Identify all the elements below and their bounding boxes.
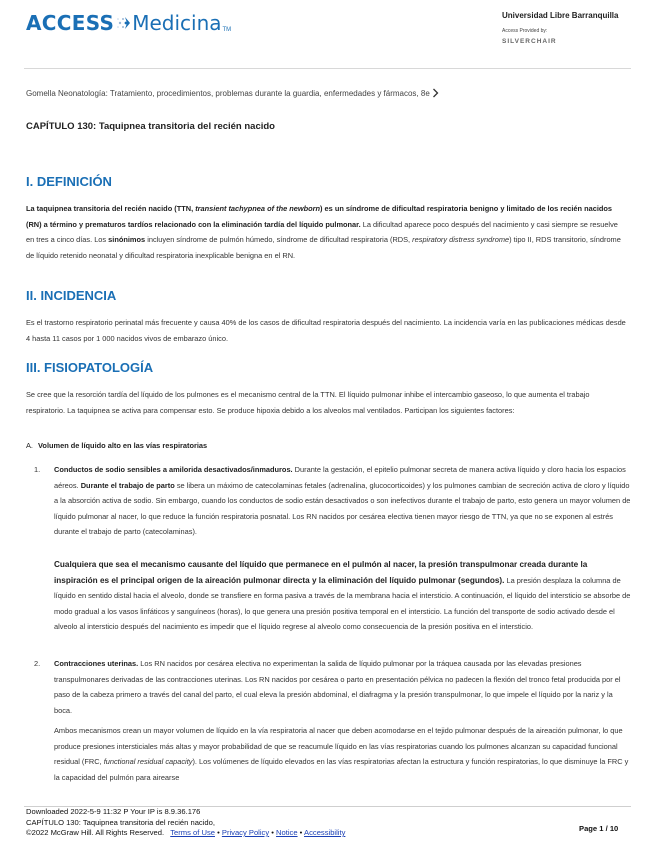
section-heading-fisiopatologia: III. FISIOPATOLOGÍA <box>26 360 154 375</box>
copyright-text: ©2022 McGraw Hill. All Rights Reserved. <box>26 828 165 837</box>
list-item-2: Contracciones uterinas. Los RN nacidos por cesárea electiva no experimentan la salida de líquido pulmonar por la tráquea causada por las elevadas presiones transpulmonares derivadas de las contracciones uterinas. Los RN nacidos por cesárea o parto en presentación pélvica no padecen la flexión del tronco fetal producida por el paso de la cabeza primero a través del canal del parto, el cual eleva la presión abdominal, el diafragma y la presión transpulmonar, lo que impele el líquido por la nariz y la boca. <box>54 659 621 715</box>
list-number-1: 1. <box>34 465 41 474</box>
list-item-1-continuation: Cualquiera que sea el mecanismo causante del líquido que permanece en el pulmón al nacer, la presión transpulmonar creada durante la inspiración es el principal origen de la aireación pulmonar directa y la eliminación del líquido pulmonar (segundos). La presión desplaza la columna de líquido en sentido distal hacia el alveolo, donde se transfiere en forma pasiva a través de la membrana hacia el intersticio. A continuación, el líquido del intersticio se absorbe de modo gradual a los vasos linfáticos y sanguíneos (horas), lo que genera una presión positiva temporal en el intersticio. La función del transporte de sodio activado desde el alveolo al intersticio después del nacimiento es impedir que el líquido regrese al alveolo como consecuencia de la presión positiva en el intersticio. <box>54 560 631 631</box>
footer-legal: ©2022 McGraw Hill. All Rights Reserved. Terms of Use • Privacy Policy • Notice • Accessibility <box>26 828 346 837</box>
subsection-a-label: A. <box>26 441 33 450</box>
list-number-2: 2. <box>34 659 41 668</box>
download-info: Downloaded 2022-5-9 11:32 P Your IP is 8.9.36.176 <box>26 807 201 816</box>
page-number: Page 1 / 10 <box>579 824 619 833</box>
terms-of-use-link[interactable]: Terms of Use <box>170 828 215 837</box>
subsection-a-title: Volumen de líquido alto en las vías respiratorias <box>38 441 208 450</box>
chevron-right-icon <box>432 88 439 98</box>
list-item-1: Conductos de sodio sensibles a amilorida desactivados/inmaduros. Durante la gestación, el epitelio pulmonar secreta de manera activa líquido y cloro hacia los espacios aéreos. Durante el trabajo de parto se libera un máximo de catecolaminas fetales (adrenalina, glucocorticoides) y los pulmones cambian de secreción activa de cloro y líquido a la absorción activa de sodio. Sin embargo, cuando los conductos de sodio están desactivados o son inefectivos durante el trabajo de parto, esto genera un mayor volumen de líquido pulmonar al nacer, lo que reduce la función respiratoria posnatal. Los RN nacidos por cesárea electiva tienen mayor riesgo de TTN, ya que no se exponen al estrés durante el trabajo de parto (catecolaminas). <box>54 465 631 536</box>
page-header <box>0 0 655 70</box>
footer-chapter-title: CAPÍTULO 130: Taquipnea transitoria del recién nacido, <box>26 817 215 827</box>
incidencia-paragraph: Es el trastorno respiratorio perinatal más frecuente y causa 40% de los casos de dificultad respiratoria después del nacimiento. La incidencia varía en las publicaciones médicas desde 4 hasta 11 casos por 1 000 nacidos vivos de embarazo único. <box>26 318 626 343</box>
breadcrumb[interactable] <box>26 88 439 98</box>
logo-medicina-text: Medicina <box>132 11 222 35</box>
header-divider <box>24 68 631 69</box>
page-footer <box>26 807 345 839</box>
section-heading-definicion: I. DEFINICIÓN <box>26 174 112 189</box>
list-item-2-continuation: Ambos mecanismos crean un mayor volumen de líquido en la vía respiratoria al nacer que deben acomodarse en el tejido pulmonar después de la aireación pulmonar, lo que produce presiones intersticiales más altas y mayor probabilidad de que se reacumule líquido en las vías respiratorias cuando los pulmones alcanzan su capacidad funcional residual (FRC, functional residual capacity). Los volúmenes de líquido elevados en las vías respiratorias afectan la estructura y función respiratorias, lo que disminuye la FRC y la capacidad del pulmón para airearse <box>54 726 629 782</box>
accessmedicina-logo[interactable] <box>26 11 231 35</box>
provided-by-label: Access Provided by: <box>502 28 548 34</box>
definicion-paragraph: La taquipnea transitoria del recién nacido (TTN, transient tachypnea of the newborn) es un síndrome de dificultad respiratoria benigno y limitado de los recién nacidos (RN) a término y prematuros tardíos relacionado con la eliminación tardía del líquido pulmonar. La dificultad aparece poco después del nacimiento y casi siempre se resuelve en tres a cinco días. Los sinónimos incluyen síndrome de pulmón húmedo, síndrome de dificultad respiratoria (RDS, respiratory distress syndrome) tipo II, RDS transitorio, síndrome de líquido retenido neonatal y dificultad respiratoria inexplicable benigna en el RN. <box>26 204 621 260</box>
subsection-a <box>26 441 207 450</box>
logo-access-text: ACCESS <box>26 11 115 35</box>
fisiopatologia-paragraph: Se cree que la resorción tardía del líquido de los pulmones es el mecanismo central de la TTN. El líquido pulmonar inhibe el intercambio gaseoso, lo que aumenta el trabajo respiratorio. La taquipnea se activa para compensar esto. Se produce hipoxia debido a los alveolos mal ventilados. Participan los siguientes factores: <box>26 390 590 415</box>
provider-logo: SILVERCHAIR <box>502 38 557 45</box>
breadcrumb-book-title[interactable]: Gomella Neonatología: Tratamiento, procedimientos, problemas durante la guardia, enfermedades y fármacos, 8e <box>26 88 430 98</box>
accessibility-link[interactable]: Accessibility <box>304 828 346 837</box>
logo-trademark: TM <box>222 27 232 33</box>
chapter-title: CAPÍTULO 130: Taquipnea transitoria del recién nacido <box>26 121 275 132</box>
section-heading-incidencia: II. INCIDENCIA <box>26 288 117 303</box>
list-item-2-continuation-clip <box>54 723 632 806</box>
privacy-policy-link[interactable]: Privacy Policy <box>221 828 270 837</box>
logo-star-icon <box>115 13 131 33</box>
notice-link[interactable]: Notice <box>276 828 298 837</box>
institution-name: Universidad Libre Barranquilla <box>502 11 619 20</box>
